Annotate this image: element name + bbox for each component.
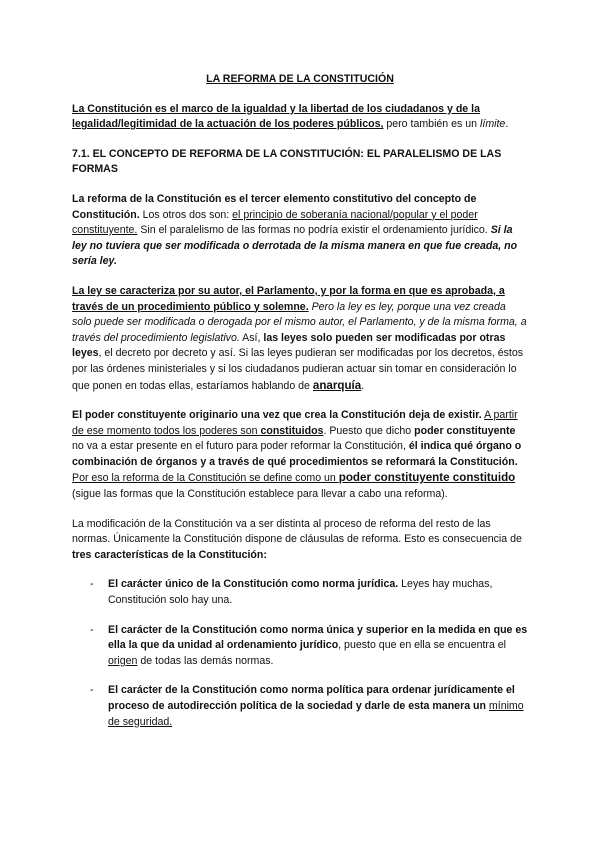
item3-bold: El carácter de la Constitución como norma política para ordenar jurídicamente el proceso de autodirección política de la sociedad y darle de esta manera un [108,684,515,712]
item2-bold: El carácter de la Constitución como norma única y superior en la medida en que es ella la que da unidad al ordenamiento jurídico [108,623,528,652]
item1-bold: El carácter único de la Constitución como norma jurídica. [108,578,399,591]
p3-text-5: (sigue las formas que la Constitución establece para llevar a cabo una reforma). [72,488,448,501]
p3-bold-2: poder constituyente [414,424,516,437]
p2-text-2: , el decreto por decreto y así. Si las leyes pudieran ser modificadas por los decretos, éstos por las órdenes ministeriales y si los ciudadanos pudieran actuar sin tomar en consideración lo que ponen en todas ellas, estaríamos hablando de [72,347,524,392]
p4-text: La modificación de la Constitución va a ser distinta al proceso de reforma del resto de las normas. Únicamente la Constitución dispone de cláusulas de reforma. Esto es consecuencia de [72,517,522,546]
list-bullet: - [90,578,94,591]
p1-underline: el principio de soberanía nacional/popular y el poder constituyente. [72,208,478,237]
item1-text: Leyes hay muchas, Constitución solo hay una. [108,578,493,607]
p3-text-2: . Puesto que dicho [323,424,415,437]
intro-text: pero también es un [383,118,481,131]
p3-bold: El poder constituyente originario una vez que crea la Constitución deja de existir. [72,409,482,422]
list-item [72,683,528,730]
p2-italic: Pero la ley es ley, porque una vez creada solo puede ser modificada o derogada por el mismo autor, el Parlamento, y de la misma forma, a través del procedimiento legislativo. [72,300,527,344]
list-bullet: - [90,623,94,636]
paragraph-reforma [72,192,528,270]
p2-text-1: Así, [239,331,264,344]
item3-underline: mínimo de seguridad. [108,700,524,728]
p3-text-3: no va a estar presente en el futuro para poder reformar la Constitución, [72,440,409,453]
p3-constituidos: constituidos [260,424,324,437]
p1-bold-italic: Si la ley no tuviera que ser modificada o derrotada de la misma manera en que fue creada, no sería ley. [72,224,518,268]
intro-end: . [505,118,509,131]
item2-text-1: , puesto que en ella se encuentra el [338,639,507,652]
p2-anarquia: anarquía [312,378,362,392]
item2-text-2: de todas las demás normas. [137,654,274,667]
section-heading: 7.1. EL CONCEPTO DE REFORMA DE LA CONSTITUCIÓN: EL PARALELISMO DE LAS FORMAS [72,147,502,176]
p2-bold: las leyes solo pueden ser modificadas por otras leyes [72,331,506,360]
p1-text-2: Sin el paralelismo de las formas no podría existir el ordenamiento jurídico. [137,224,491,237]
p3-underline-2: Por eso la reforma de la Constitución se define como un [72,472,339,485]
characteristics-list [72,577,528,730]
list-item [72,577,528,608]
document-title: LA REFORMA DE LA CONSTITUCIÓN [206,73,394,85]
intro-paragraph [72,102,528,133]
paragraph-modificacion [72,517,528,564]
p4-bold: tres características de la Constitución: [72,548,267,561]
p1-text-1: Los otros dos son: [139,208,233,221]
p2-bold-underline: La ley se caracteriza por su autor, el Parlamento, y por la forma en que es aprobada, a través de un procedimiento público y solemne. [72,284,505,313]
item2-underline: origen [108,654,138,667]
list-bullet: - [90,684,94,697]
p3-bold-3: él indica qué órgano o combinación de órganos y a través de qué procedimientos se reformará la Constitución. [72,440,522,468]
intro-italic-text: límite [480,118,506,131]
paragraph-ley [72,284,528,394]
p1-bold: La reforma de la Constitución es el tercer elemento constitutivo del concepto de Constitución. [72,192,477,221]
p3-underline-1: A partir de ese momento todos los poderes son [72,409,518,437]
p3-poder-constituyente-constituido: poder constituyente constituido [338,471,516,485]
paragraph-poder-constituyente [72,408,528,503]
p2-end: . [361,379,365,392]
list-item [72,623,528,670]
intro-bold-text: La Constitución es el marco de la igualdad y la libertad de los ciudadanos y de la legalidad/legitimidad de la actuación de los poderes públicos, [72,102,480,131]
